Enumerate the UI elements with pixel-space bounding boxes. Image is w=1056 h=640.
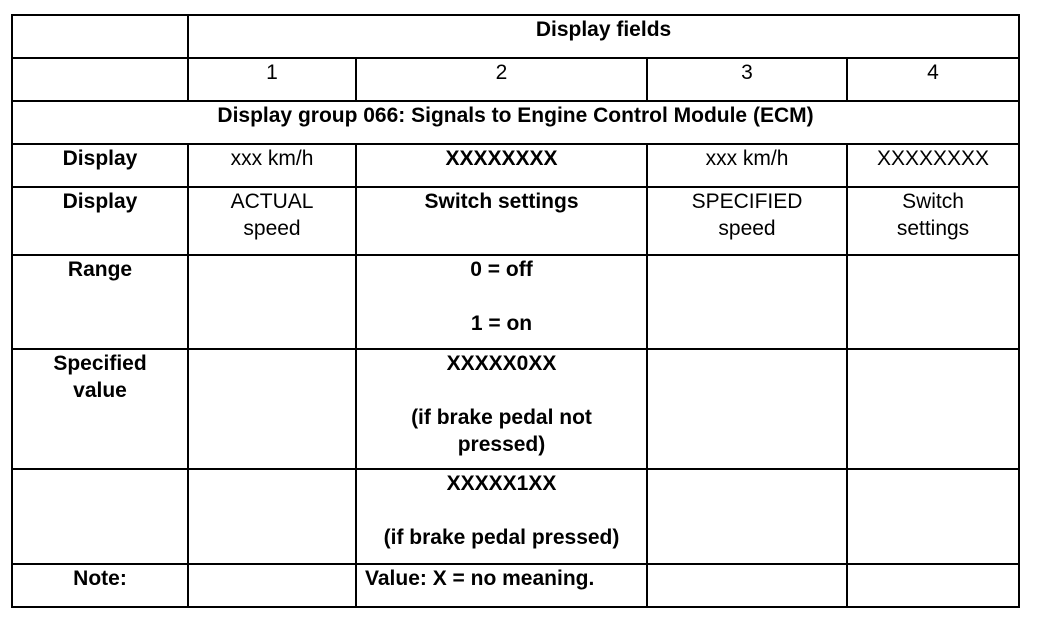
table-row-range	[12, 255, 1019, 349]
specified-code: XXXXX1XX	[446, 472, 557, 495]
row-label-specified-value	[12, 349, 188, 469]
empty-cell	[847, 469, 1019, 564]
cell-field2-name: Switch settings	[356, 187, 647, 255]
cell-field1-name	[188, 187, 356, 255]
cell-field2-range	[356, 255, 647, 349]
cell-field3-name	[647, 187, 847, 255]
empty-cell	[188, 469, 356, 564]
table-row-specified-value	[12, 349, 1019, 469]
cell-line: settings	[896, 217, 970, 240]
cell-line: (if brake pedal not	[411, 406, 592, 429]
cell-line: value	[73, 379, 127, 402]
cell-field1-unit: xxx km/h	[188, 144, 356, 187]
row-label-display: Display	[12, 187, 188, 255]
column-number-2: 2	[356, 58, 647, 101]
cell-field2-specified-pressed	[356, 469, 647, 564]
table-row-display-units	[12, 144, 1019, 187]
display-fields-heading: Display fields	[188, 15, 1019, 58]
specified-code: XXXXX0XX	[446, 352, 557, 375]
cell-line: Specified	[53, 352, 147, 375]
empty-cell	[847, 564, 1019, 607]
cell-line: ACTUAL	[230, 190, 314, 213]
empty-cell	[188, 349, 356, 469]
empty-cell	[12, 469, 188, 564]
cell-line: (if brake pedal pressed)	[383, 526, 620, 549]
cell-field4-name	[847, 187, 1019, 255]
cell-field2-specified-not-pressed	[356, 349, 647, 469]
range-off: 0 = off	[470, 258, 533, 281]
header-row-columns	[12, 58, 1019, 101]
cell-line: Switch	[902, 190, 964, 213]
measured-values-table	[11, 14, 1020, 608]
cell-line: speed	[243, 217, 301, 240]
row-label-display: Display	[12, 144, 188, 187]
header-row-title	[12, 15, 1019, 58]
header-empty-cell	[12, 58, 188, 101]
empty-cell	[647, 255, 847, 349]
cell-line: pressed)	[457, 433, 546, 456]
table-row-display-names	[12, 187, 1019, 255]
cell-line: speed	[718, 217, 776, 240]
row-label-range: Range	[12, 255, 188, 349]
empty-cell	[188, 564, 356, 607]
display-group-title: Display group 066: Signals to Engine Control Module (ECM)	[12, 101, 1019, 144]
row-label-note: Note:	[12, 564, 188, 607]
empty-cell	[647, 564, 847, 607]
cell-field3-unit: xxx km/h	[647, 144, 847, 187]
column-number-1: 1	[188, 58, 356, 101]
column-number-3: 3	[647, 58, 847, 101]
cell-field4-unit: XXXXXXXX	[847, 144, 1019, 187]
range-on: 1 = on	[470, 312, 533, 335]
header-empty-cell	[12, 15, 188, 58]
note-text: Value: X = no meaning.	[356, 564, 647, 607]
display-group-row	[12, 101, 1019, 144]
column-number-4: 4	[847, 58, 1019, 101]
cell-field2-unit: XXXXXXXX	[356, 144, 647, 187]
table-row-specified-value-pressed	[12, 469, 1019, 564]
empty-cell	[847, 255, 1019, 349]
empty-cell	[847, 349, 1019, 469]
empty-cell	[647, 469, 847, 564]
empty-cell	[647, 349, 847, 469]
table-row-note	[12, 564, 1019, 607]
cell-line: SPECIFIED	[691, 190, 803, 213]
empty-cell	[188, 255, 356, 349]
